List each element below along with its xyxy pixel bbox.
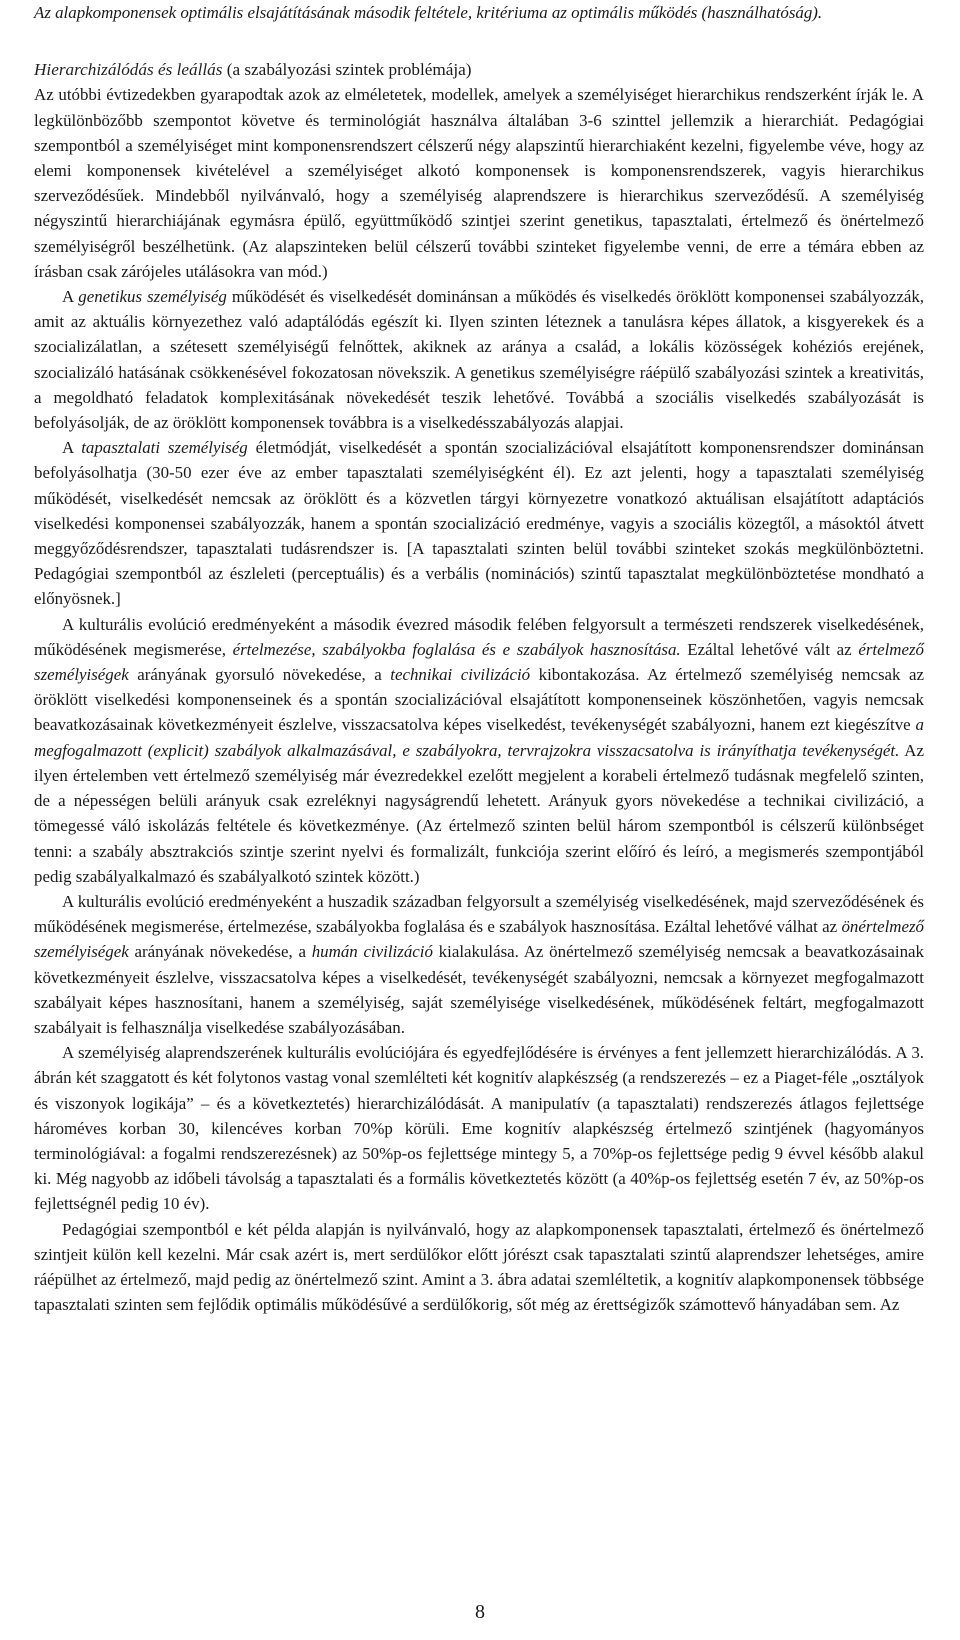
text-run: Ezáltal lehetővé vált az	[680, 639, 859, 659]
paragraph	[34, 1217, 924, 1318]
emphasized-text: technikai civilizáció	[390, 665, 531, 685]
section-heading	[34, 57, 924, 82]
text-run: működését és viselkedését dominánsan a működés és viselkedés öröklött komponensei szabályozzák, amit az aktuális környezethez való adaptálódás egészít ki. Ilyen szinten léteznek a tanulásra képes állatok, a kisgyerekek és a szocializálatlan, a szétesett személyiségű felnőttek, akiknek az aránya a család, a lokális közösségek kohéziós erejének, szocializáló hatásának csökkenésével fokozatosan növekszik. A genetikus személyiségre ráépülő szabályozási szintek a kreativitás, a megoldható feladatok komplexitásának növekedését teszik lehetővé. Továbbá a szociális viselkedés szabályozását is befolyásolják, de az öröklött komponensek továbbra is a viselkedésszabályozás alapjai.	[34, 287, 924, 433]
text-run: életmódját, viselkedését a spontán szocializációval elsajátított komponensrendszer dominánsan befolyásolhatja (30-50 ezer éve az ember tapasztalati személyiségként él). Ez azt jelenti, hogy a tapasztalati személyiség működését, viselkedését nemcsak az öröklött és a közvetlen tárgyi környezetre vonatkozó aktuálisan elsajátított adaptációs viselkedési komponensei szabályozzák, hanem a spontán szocializáció eredménye, vagyis a szociális közegtől, a másoktól átvett meggyőződésrendszer, tapasztalati tudásrendszer is. [A tapasztalati szinten belül további szinteket szokás megkülönböztetni. Pedagógiai szempontból az észleleti (perceptuális) és a verbális (nominációs) szintű tapasztalat megkülönböztetése mondható a előnyösnek.]	[34, 438, 924, 609]
text-run: A személyiség alaprendszerének kulturális evolúciójára és egyedfejlődésére is érvényes a fent jellemzett hierarchizálódás. A 3. ábrán két szaggatott és két folytonos vastag vonal szemlélteti két kognitív alapkészség (a rendszerezés – ez a Piaget-féle „osztályok és viszonyok logikája” – és a következtetés) hierarchizálódását. A manipulatív (a tapasztalati) rendszerezés átlagos fejlettsége hároméves korban 30, kilencéves korban 70%p körüli. Eme kognitív alapkészség értelmező szintjének (hagyományos terminológiával: a fogalmi rendszerezésnek) az 50%p-os fejlettsége mintegy 5, a 70%p-os fejlettsége pedig 9 évvel később alakul ki. Még nagyobb az időbeli távolság a tapasztalati és a formális következtetés között (a 40%p-os fejlettség esetén 7 év, az 50%p-os fejlettségnél pedig 10 év).	[34, 1043, 924, 1214]
text-run: A	[62, 438, 82, 458]
text-run: arányának gyorsuló növekedése, a	[128, 665, 391, 685]
text-run: Az utóbbi évtizedekben gyarapodtak azok az elméletetek, modellek, amelyek a személyiséget hierarchikus rendszerként írják le. A legkülönbözőbb szempontot követve és terminológiát használva általában 3-6 szinttel jellemzik a hierarchiát. Pedagógiai szempontból a személyiséget mint komponensrendszert célszerű négy alapszintű hierarchiaként kezelni, figyelembe véve, hogy az elemi komponensek kivételével a személyiséget alkotó komponensek is komponensrendszerek, vagyis hierarchikus szerveződésűek. Mindebből nyilvánvaló, hogy a személyiség alaprendszere is hierarchikus szerveződésű. A személyiség négyszintű hierarchiájának egymásra épülő, együttműködő szintjei szerint genetikus, tapasztalati, értelmező és önértelmező személyiségről beszélhetünk. (Az alapszinteken belül célszerű további szinteket figyelembe venni, de erre a témára ebben az írásban csak zárójeles utálásokra van mód.)	[34, 85, 924, 281]
text-run: kialakulása. Az önértelmező személyiség nemcsak a beavatkozásainak következményeit észlelve, visszacsatolva képes a viselkedését, tevékenységét szabályozni, nemcsak a környezet megfogalmazott szabályait képes hasznosítani, hanem a személyiség, saját személyisége viselkedésének, működésének feltárt, megfogalmazott szabályait is felhasználja viselkedése szabályozásában.	[34, 942, 924, 1037]
paragraph	[34, 612, 924, 889]
emphasized-text: genetikus személyiség	[78, 287, 227, 307]
text-run: A kulturális evolúció eredményeként a második évezred második felében felgyorsult a természeti rendszerek viselkedésének, működésének megismerése,	[34, 614, 924, 659]
emphasized-text: értelmezése, szabályokba foglalása és e szabályok hasznosítása.	[232, 639, 681, 659]
text-run: A	[62, 287, 79, 307]
section-heading-rest: (a szabályozási szintek problémája)	[222, 60, 472, 80]
body-text	[34, 82, 924, 1317]
text-run: A kulturális evolúció eredményeként a huszadik században felgyorsult a személyiség viselkedésének, majd szerveződésének és működésének megismerése, értelmezése, szabályokba foglalása és e szabályok hasznosítása. Ezáltal lehetővé válhat az	[34, 891, 924, 937]
section-heading-italic: Hierarchizálódás és leállás	[34, 60, 223, 80]
emphasized-text: értelmező személyiségek	[34, 639, 924, 685]
text-run: arányának növekedése, a	[128, 942, 312, 962]
emphasized-text: önértelmező személyiségek	[34, 917, 924, 962]
text-run: Az ilyen értelemben vett értelmező személyiség már évezredekkel ezelőtt megjelent a korabeli értelmező tudásnak megfelelő szinten, de a népességen belüli arányuk csak ezreléknyi nagyságrendű lehetett. Arányuk gyors növekedése a technikai civilizáció, a tömegessé váló iskolázás feltétele és következménye. (Az értelmező szinten belül három szempontból is célszerű különbséget tenni: a szabály absztrakciós szintje szerint nyelvi és formalizált, funkciója szerint előíró és leíró, a megismerés szempontjából pedig szabályalkalmazó és szabályalkotó szintek között.)	[34, 740, 924, 886]
emphasized-text: tapasztalati személyiség	[81, 438, 248, 458]
paragraph	[34, 82, 924, 284]
emphasized-text: humán civilizáció	[311, 942, 433, 962]
emphasized-text: a megfogalmazott (explicit) szabályok alkalmazásával, e szabályokra, tervrajzokra visszacsatolva is irányíthatja tevékenységét.	[34, 715, 924, 760]
paragraph	[34, 284, 924, 435]
paragraph	[34, 889, 924, 1040]
intro-text: Az alapkomponensek optimális elsajátításának második feltétele, kritériuma az optimális működés (használhatóság).	[34, 3, 823, 22]
paragraph	[34, 435, 924, 611]
text-run: kibontakozása. Az értelmező személyiség nemcsak az öröklött viselkedési komponenseinek és a spontán szocializációval elsajátított komponenseinek köszönhetően, vagyis nemcsak beavatkozásainak következményeit észlelve, visszacsatolva képes viselkedést, tevékenységét szabályozni, hanem ezt kiegészítve	[34, 665, 925, 735]
page-number: 8	[475, 1601, 485, 1623]
paragraph	[34, 1040, 924, 1216]
text-run: Pedagógiai szempontból e két példa alapján is nyilvánvaló, hogy az alapkomponensek tapasztalati, értelmező és önértelmező szintjeit külön kell kezelni. Már csak azért is, mert serdülőkor előtt jórészt csak tapasztalati szintű alaprendszer lehetséges, amire ráépülhet az értelmező, majd pedig az önértelmező szint. Amint a 3. ábra adatai szemléltetik, a kognitív alapkomponensek többsége tapasztalati szinten sem fejlődik optimális működésűvé a serdülőkorig, sőt még az érettségizők számottevő hányadában sem. Az	[34, 1219, 924, 1315]
